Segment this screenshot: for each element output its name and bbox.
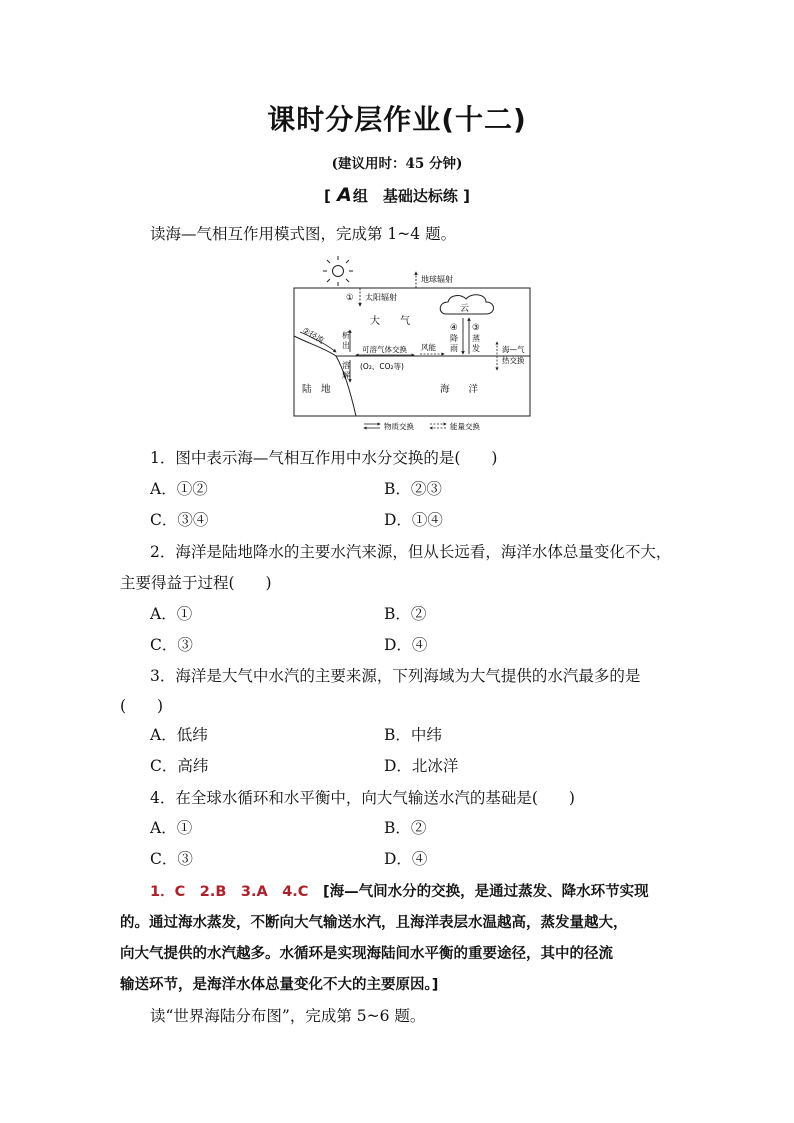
- time-hint: (建议用时：45 分钟): [331, 156, 463, 172]
- group-bracket-open: [: [324, 187, 331, 205]
- answer-line-2: 的。通过海水蒸发，不断向大气输送水汽，且海洋表层水温越高，蒸发量越大，: [120, 915, 628, 931]
- runoff-num: ②: [301, 325, 312, 338]
- group-header: [0, 184, 794, 206]
- wind-energy-label: 风能: [421, 343, 436, 352]
- evap-label-1: 蒸: [472, 334, 480, 343]
- question-3-stem: 3．海洋是大气中水汽的主要来源，下列海域为大气提供的水汽最多的是: [150, 667, 641, 685]
- question-3-stem-cont: ( ): [120, 697, 164, 715]
- dissolve-label-1: 溶: [342, 361, 350, 370]
- group-badge: A: [337, 184, 352, 206]
- legend-material: [364, 421, 414, 431]
- ocean-label: 海 洋: [440, 384, 479, 395]
- gas-exchange-label: 可溶气体交换: [362, 345, 407, 354]
- question-2-option-c: C．③: [150, 636, 193, 654]
- question-4-option-d: D．④: [384, 850, 428, 868]
- earth-radiation-label: 地球辐射: [421, 275, 453, 284]
- question-1-option-d: D．①④: [384, 511, 443, 529]
- question-4-option-a: A．①: [150, 819, 193, 837]
- runoff-label: [301, 325, 326, 345]
- atmosphere-label: 大 气: [370, 316, 410, 327]
- land-label: 陆 地: [302, 384, 331, 395]
- release-label-2: 出: [342, 341, 350, 350]
- question-4-option-b: B．②: [384, 819, 427, 837]
- group-label: 组 基础达标练: [352, 187, 458, 205]
- question-4-option-c: C．③: [150, 850, 193, 868]
- question-1-option-a: A．①②: [150, 480, 208, 498]
- question-4-stem: 4．在全球水循环和水平衡中，向大气输送水汽的基础是( ): [150, 789, 575, 807]
- question-3-option-a: A．低纬: [150, 726, 208, 744]
- question-2-stem: 2．海洋是陆地降水的主要水汽来源，但从长远看，海洋水体总量变化不大，: [150, 543, 672, 561]
- question-1-option-b: B．②③: [384, 480, 442, 498]
- group-bracket-close: ]: [463, 187, 470, 205]
- legend-energy: [430, 421, 480, 431]
- runoff-text: 径流: [307, 329, 326, 346]
- question-2-stem-cont: 主要得益于过程( ): [120, 574, 272, 592]
- answer-explanation-1: [海—气间水分的交换，是通过蒸发、降水环节实现: [308, 884, 649, 900]
- solar-radiation-label: 太阳辐射: [365, 293, 397, 302]
- answer-key: 1．C 2.B 3.A 4.C: [150, 884, 309, 900]
- precip-label-1: 降: [450, 334, 458, 343]
- precip-label-2: 雨: [450, 344, 458, 353]
- legend-energy-label: 能量交换: [450, 422, 480, 431]
- question-3-option-d: D．北冰洋: [384, 757, 459, 775]
- heat-label-2: 热交换: [502, 356, 525, 365]
- evap-label-2: 发: [472, 344, 480, 353]
- heat-label-1: 海—气: [502, 345, 525, 354]
- cloud-label: 云: [460, 304, 470, 314]
- solar-radiation-num: ①: [346, 293, 354, 303]
- evap-num: ③: [472, 323, 480, 333]
- answer-line-3: 向大气提供的水汽越多。水循环是实现海陆间水平衡的重要途径，其中的径流: [120, 946, 613, 962]
- sea-air-diagram: [280, 252, 540, 438]
- question-2-option-b: B．②: [384, 605, 427, 623]
- legend-material-label: 物质交换: [384, 422, 414, 431]
- precip-num: ④: [450, 323, 458, 333]
- answer-line-4: 输送环节，是海洋水体总量变化不大的主要原因。]: [120, 977, 439, 993]
- page-title: 课时分层作业(十二): [267, 103, 527, 136]
- question-1-option-c: C．③④: [150, 511, 209, 529]
- gases-label: (O₂、CO₂等): [360, 362, 404, 371]
- sun-icon: [323, 256, 353, 286]
- question-2-option-d: D．④: [384, 636, 428, 654]
- release-label-1: 析: [342, 331, 350, 340]
- question-2-option-a: A．①: [150, 605, 193, 623]
- intro-text-2: 读“世界海陆分布图”，完成第 5~6 题。: [150, 1007, 426, 1025]
- answer-line-1: [150, 880, 649, 901]
- intro-text-1: 读海—气相互作用模式图，完成第 1~4 题。: [150, 225, 457, 243]
- question-3-option-b: B．中纬: [384, 726, 442, 744]
- question-1-stem: 1．图中表示海—气相互作用中水分交换的是( ): [150, 449, 498, 467]
- question-3-option-c: C．高纬: [150, 757, 209, 775]
- dissolve-label-2: 解: [342, 371, 350, 380]
